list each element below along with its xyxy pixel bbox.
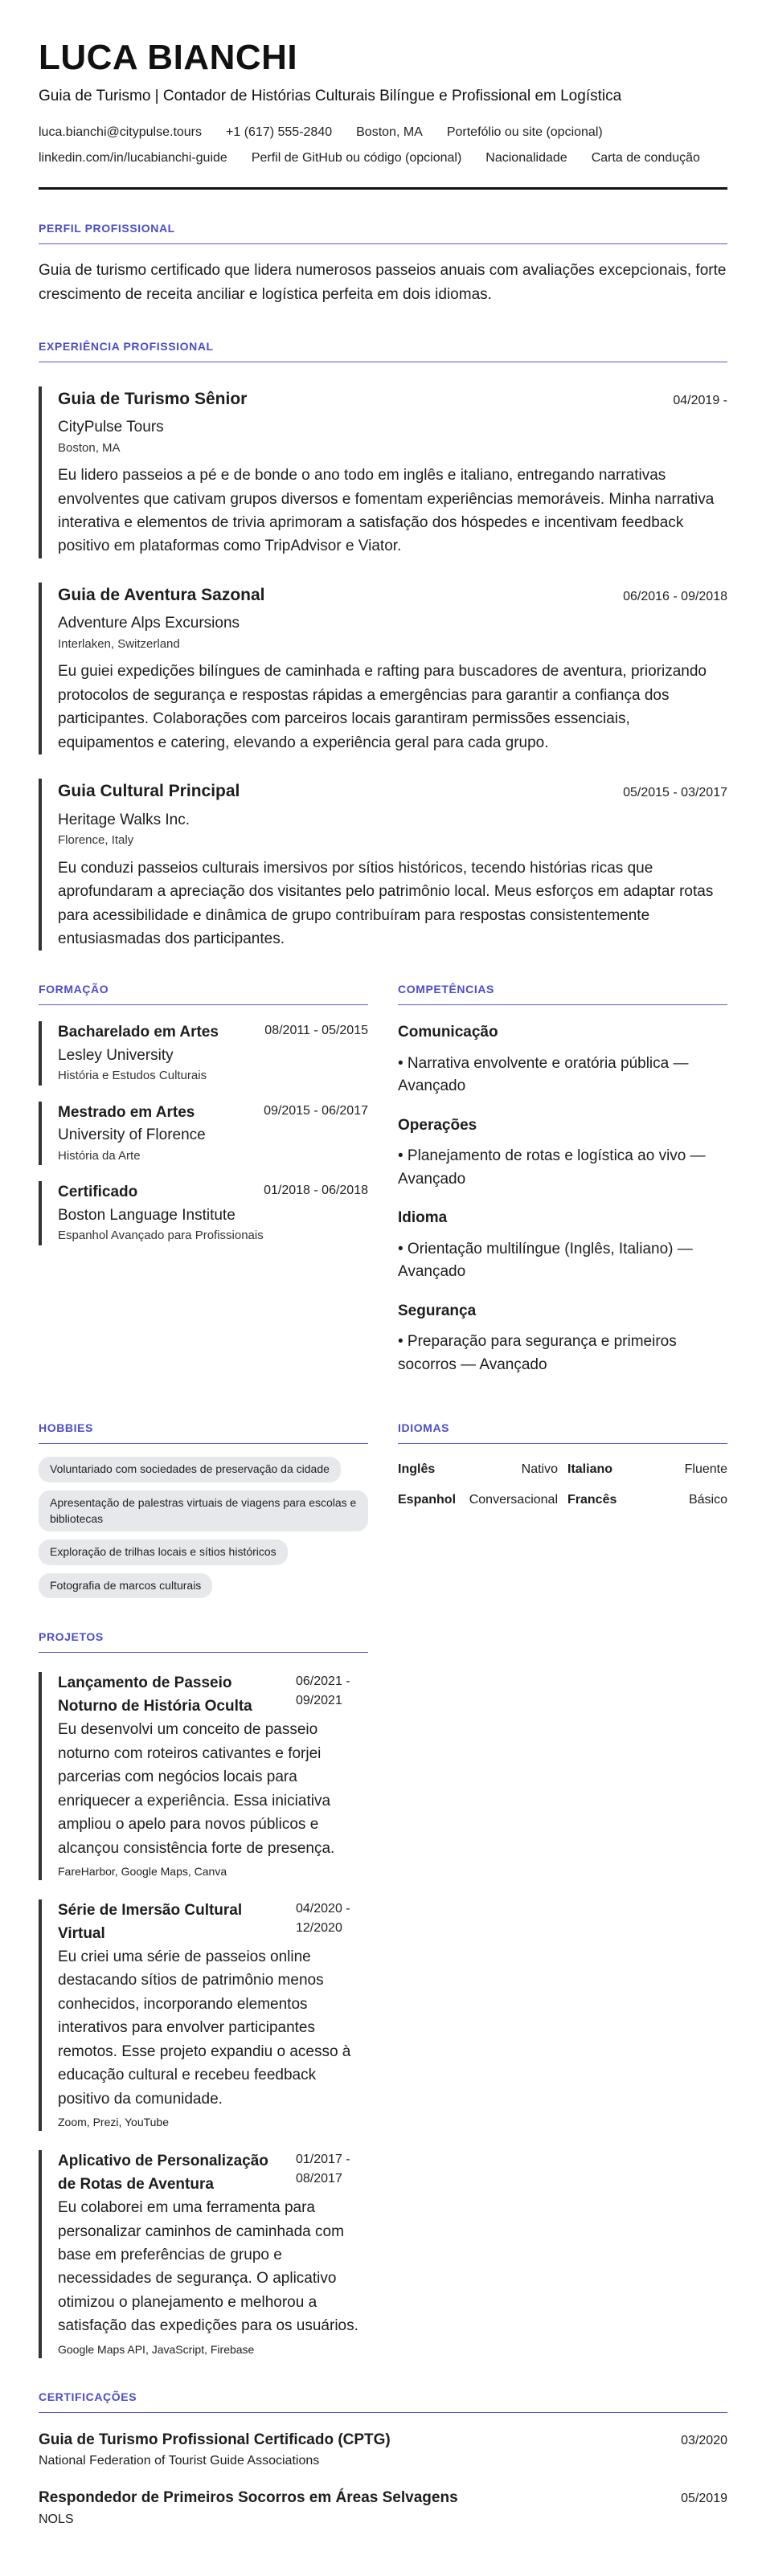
experience-role: Guia de Turismo Sênior (58, 389, 248, 408)
education-field: História da Arte (58, 1148, 141, 1163)
certification-item (39, 2429, 727, 2472)
education-date: 08/2011 - 05/2015 (264, 1024, 368, 1038)
project-item (39, 1672, 368, 1880)
language-level: Conversacional (469, 1493, 558, 1507)
language-list (398, 1460, 727, 1510)
language-name: Italiano (567, 1462, 613, 1477)
experience-role: Guia Cultural Principal (58, 782, 240, 801)
education-skills-row (39, 951, 727, 1376)
language-name: Espanhol (398, 1493, 457, 1507)
project-title: Série de Imersão Cultural Virtual (58, 1902, 243, 1942)
hobby-chip: Voluntariado com sociedades de preservação da cidade (39, 1457, 341, 1482)
skill-category: Segurança (398, 1302, 477, 1319)
experience-date: 05/2015 - 03/2017 (623, 786, 727, 800)
contact-email[interactable]: luca.bianchi@citypulse.tours (39, 125, 203, 139)
language-item (398, 1490, 558, 1510)
project-item (39, 1899, 368, 2131)
certification-name: Guia de Turismo Profissional Certificado (CPTG) (39, 2431, 391, 2448)
project-tech: Zoom, Prezi, YouTube (58, 2116, 170, 2129)
experience-location: Boston, MA (58, 440, 121, 455)
project-description: Eu desenvolvi um conceito de passeio noturno com roteiros cativantes e forjei parcerias com negócios locais para enriquecer a experiência. Essa iniciativa ampliou o apelo para novos públicos e alcançou consistência forte de presença. (58, 1721, 335, 1857)
section-title-education: FORMAÇÃO (39, 981, 368, 1005)
contact-location: Boston, MA (356, 125, 423, 139)
contact-nationality: Nacionalidade (485, 150, 567, 165)
section-title-skills: COMPETÊNCIAS (398, 981, 727, 1005)
projects-section (39, 1629, 368, 2357)
experience-item (39, 779, 727, 951)
experience-location: Interlaken, Switzerland (58, 636, 180, 651)
certification-name: Respondedor de Primeiros Socorros em Áreas Selvagens (39, 2489, 458, 2507)
education-date: 09/2015 - 06/2017 (264, 1103, 368, 1118)
experience-company: Adventure Alps Excursions (58, 615, 240, 632)
language-item (567, 1460, 727, 1479)
language-item (398, 1460, 558, 1479)
education-degree: Certificado (58, 1184, 138, 1201)
certification-org: National Federation of Tourist Guide Associations (39, 2454, 320, 2468)
education-degree: Bacharelado em Artes (58, 1024, 219, 1041)
section-title-experience: EXPERIÊNCIA PROFISSIONAL (39, 338, 727, 362)
education-institution: University of Florence (58, 1126, 206, 1144)
education-item (39, 1021, 368, 1086)
certification-org: NOLS (39, 2512, 74, 2526)
experience-description: Eu lidero passeios a pé e de bonde o ano todo em inglês e italiano, entregando narrativas envolventes que cativam grupos diversos e fomentam experiências memoráveis. Minha narrativa interativa e elementos de trivia aprimoram a satisfação dos hóspedes e incentivam feedback positivo em plataformas como TripAdvisor e Viator. (58, 467, 715, 555)
project-title: Lançamento de Passeio Noturno de História Oculta (58, 1674, 252, 1715)
skill-category: Operações (398, 1116, 477, 1134)
contact-phone[interactable]: +1 (617) 555-2840 (226, 125, 333, 139)
experience-date: 04/2019 - (673, 393, 727, 407)
certification-date: 03/2020 (681, 2433, 727, 2447)
language-level: Nativo (521, 1462, 558, 1477)
education-degree: Mestrado em Artes (58, 1103, 195, 1121)
skill-group (398, 1021, 727, 1098)
hobby-list (39, 1457, 368, 1598)
experience-date: 06/2016 - 09/2018 (623, 589, 727, 603)
header-divider (39, 187, 727, 190)
section-title-summary: PERFIL PROFISSIONAL (39, 220, 727, 244)
project-date: 01/2017 - 08/2017 (296, 2153, 350, 2186)
languages-section (398, 1389, 727, 1598)
project-date: 06/2021 - 09/2021 (296, 1674, 350, 1708)
certification-item (39, 2487, 727, 2529)
experience-company: CityPulse Tours (58, 419, 164, 436)
hobbies-languages-row (39, 1389, 727, 1598)
project-description: Eu colaborei em uma ferramenta para personalizar caminhos de caminhada com base em preferências de grupo e necessidades de segurança. O aplicativo otimizou o planejamento e melhorou a satisfação das expedições para os usuários. (58, 2199, 358, 2335)
contact-github: Perfil de GitHub ou código (opcional) (251, 150, 462, 165)
hobby-chip: Fotografia de marcos culturais (39, 1573, 212, 1599)
certifications-section (39, 2389, 727, 2529)
education-section (39, 951, 368, 1376)
contact-list (39, 123, 727, 168)
section-title-languages: IDIOMAS (398, 1420, 727, 1444)
skill-group (398, 1207, 727, 1284)
education-institution: Lesley University (58, 1046, 174, 1064)
project-date: 04/2020 - 12/2020 (296, 1902, 350, 1936)
skills-section (398, 951, 727, 1376)
language-name: Inglês (398, 1462, 436, 1477)
resume-header (39, 39, 727, 190)
language-level: Básico (688, 1493, 727, 1507)
contact-portfolio: Portefólio ou site (opcional) (446, 125, 603, 139)
contact-driving-license: Carta de condução (591, 150, 700, 165)
education-item (39, 1181, 368, 1245)
language-item (567, 1490, 727, 1510)
skill-group (398, 1114, 727, 1192)
education-field: História e Estudos Culturais (58, 1069, 207, 1083)
experience-section (39, 338, 727, 951)
section-title-certifications: CERTIFICAÇÕES (39, 2389, 727, 2413)
candidate-name: LUCA BIANCHI (39, 38, 298, 77)
experience-location: Florence, Italy (58, 833, 134, 848)
summary-section (39, 220, 727, 308)
skill-category: Comunicação (398, 1024, 498, 1041)
skill-detail: • Orientação multilíngue (Inglês, Italiano) — Avançado (398, 1240, 693, 1281)
skill-detail: • Preparação para segurança e primeiros socorros — Avançado (398, 1333, 677, 1373)
project-item (39, 2150, 368, 2358)
education-field: Espanhol Avançado para Profissionais (58, 1229, 264, 1243)
language-level: Fluente (684, 1462, 727, 1477)
certification-date: 05/2019 (681, 2492, 727, 2506)
skill-group (398, 1300, 727, 1377)
experience-description: Eu guiei expedições bilíngues de caminhada e rafting para buscadores de aventura, priorizando protocolos de segurança e respostas rápidas a emergências para garantir a confiança dos participantes. Colaborações com parceiros locais garantiram permissões essenciais, equipamentos e catering, elevando a experiência geral para cada grupo. (58, 663, 707, 751)
section-title-projects: PROJETOS (39, 1629, 368, 1653)
section-title-hobbies: HOBBIES (39, 1420, 368, 1444)
education-item (39, 1102, 368, 1166)
hobby-chip: Exploração de trilhas locais e sítios históricos (39, 1539, 288, 1565)
experience-description: Eu conduzi passeios culturais imersivos por sítios históricos, tecendo histórias ricas que aprofundaram a apreciação dos visitantes pelo patrimônio local. Meus esforços em adaptar rotas para acessibilidade e dinâmica de grupo contribuíram para respostas consistentemente entusiasmadas dos participantes. (58, 859, 714, 947)
project-description: Eu criei uma série de passeios online destacando sítios de patrimônio menos conhecidos, incorporando elementos interativos para envolver participantes remotos. Esse projeto expandiu o acesso à educação cultural e recebeu feedback positivo da comunidade. (58, 1948, 351, 2108)
experience-role: Guia de Aventura Sazonal (58, 585, 265, 604)
headline: Guia de Turismo | Contador de Histórias Culturais Bilíngue e Profissional em Logística (39, 88, 622, 105)
education-date: 01/2018 - 06/2018 (264, 1184, 368, 1198)
project-tech: FareHarbor, Google Maps, Canva (58, 1865, 227, 1879)
summary-text: Guia de turismo certificado que lidera numerosos passeios anuais com avaliações excepcionais, forte crescimento de receita anciliar e logística perfeita em dois idiomas. (39, 261, 727, 304)
skill-detail: • Narrativa envolvente e oratória pública — Avançado (398, 1054, 689, 1095)
skill-detail: • Planejamento de rotas e logística ao vivo — Avançado (398, 1147, 706, 1188)
experience-company: Heritage Walks Inc. (58, 811, 190, 828)
project-title: Aplicativo de Personalização de Rotas de Aventura (58, 2153, 268, 2193)
project-tech: Google Maps API, JavaScript, Firebase (58, 2342, 255, 2356)
experience-item (39, 386, 727, 558)
contact-linkedin[interactable]: linkedin.com/in/lucabianchi-guide (39, 150, 227, 165)
hobby-chip: Apresentação de palestras virtuais de viagens para escolas e bibliotecas (39, 1490, 368, 1531)
skill-category: Idioma (398, 1209, 448, 1227)
education-institution: Boston Language Institute (58, 1206, 236, 1224)
hobbies-section (39, 1389, 368, 1598)
language-name: Francês (567, 1493, 617, 1507)
experience-item (39, 583, 727, 754)
